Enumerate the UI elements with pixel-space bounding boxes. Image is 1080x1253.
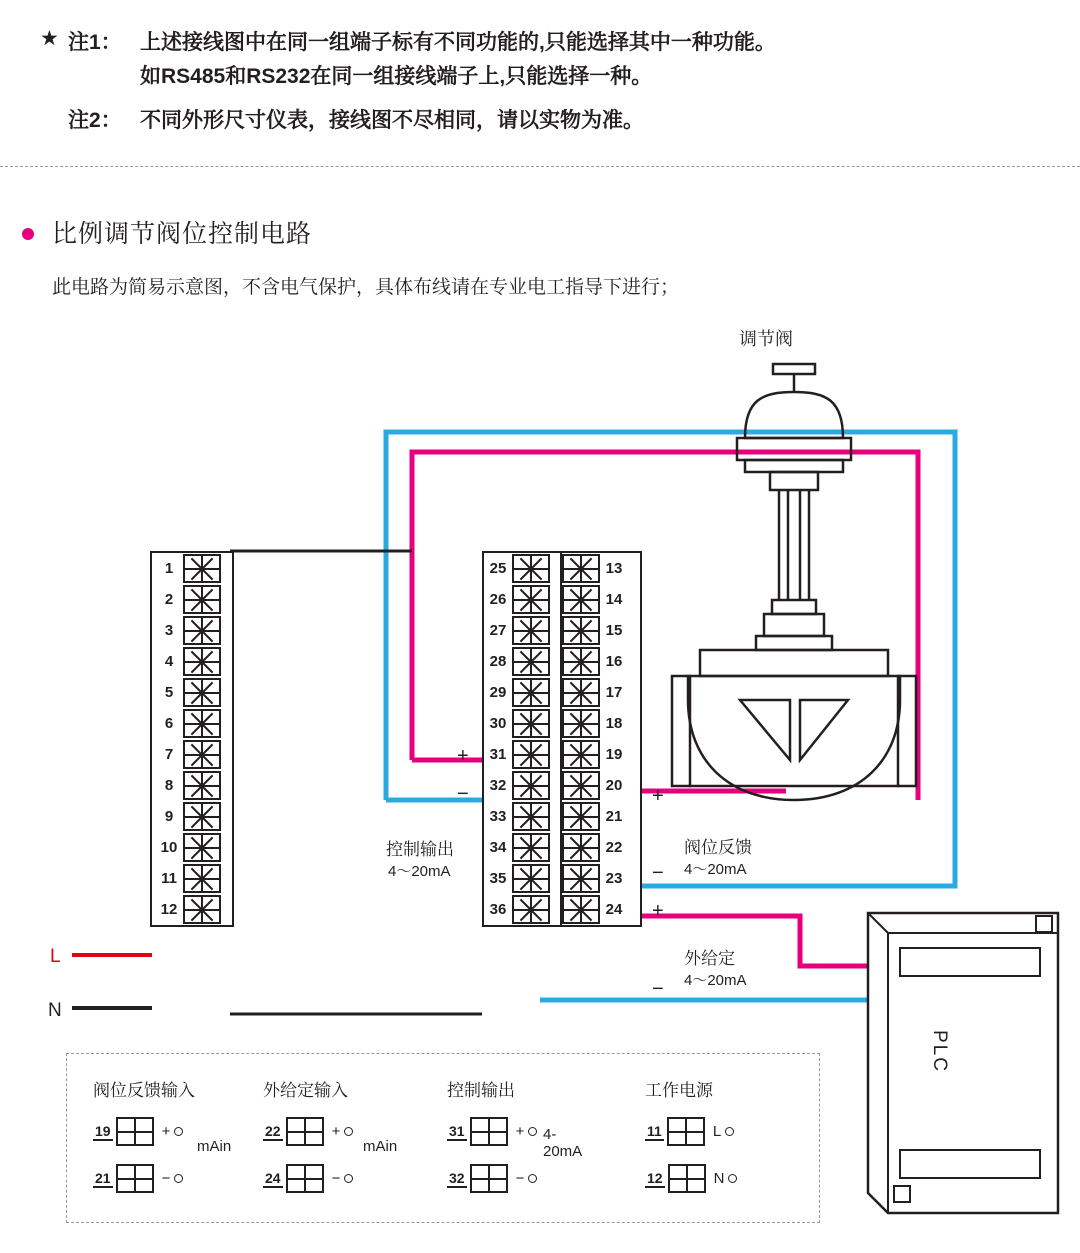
terminal-strip-right bbox=[560, 551, 642, 927]
terminal-number: 1 bbox=[164, 560, 174, 577]
legend-sign: − bbox=[331, 1170, 341, 1187]
terminal-dot-icon bbox=[344, 1174, 353, 1183]
terminal-screw-icon bbox=[512, 709, 550, 738]
terminal-screw-icon bbox=[562, 678, 600, 707]
terminal-screw-icon bbox=[562, 616, 600, 645]
terminal-number: 3 bbox=[164, 622, 174, 639]
terminal-row bbox=[562, 708, 640, 739]
terminal-screw-icon bbox=[562, 647, 600, 676]
terminal-dot-icon bbox=[528, 1127, 537, 1136]
terminal-screw-icon bbox=[116, 1117, 154, 1146]
legend-sign: + bbox=[161, 1123, 171, 1140]
terminal-row bbox=[562, 770, 640, 801]
terminal-screw-icon bbox=[183, 678, 221, 707]
terminal-number: 12 bbox=[160, 901, 178, 918]
terminal-screw-icon bbox=[512, 678, 550, 707]
sign-minus-terminal-24: − bbox=[652, 978, 664, 1000]
terminal-dot-icon bbox=[528, 1174, 537, 1183]
legend-unit: 4-20mA bbox=[543, 1126, 583, 1160]
terminal-row bbox=[152, 677, 232, 708]
terminal-screw-icon bbox=[116, 1164, 154, 1193]
terminal-screw-icon bbox=[183, 864, 221, 893]
terminal-number: 6 bbox=[164, 715, 174, 732]
legend-group-title: 工作电源 bbox=[645, 1081, 713, 1100]
terminal-screw-icon bbox=[183, 802, 221, 831]
legend-sign: N bbox=[713, 1170, 725, 1187]
terminal-screw-icon bbox=[286, 1117, 324, 1146]
legend-group-valve-feedback bbox=[93, 1076, 232, 1193]
terminal-strip-left bbox=[150, 551, 234, 927]
terminal-number: 36 bbox=[489, 901, 507, 918]
terminal-screw-icon bbox=[512, 585, 550, 614]
legend-group-external-setpoint bbox=[263, 1076, 398, 1193]
terminal-number: 24 bbox=[605, 901, 623, 918]
control-output-range: 4～20mA bbox=[388, 863, 451, 880]
terminal-number: 31 bbox=[489, 746, 507, 763]
terminal-screw-icon bbox=[183, 771, 221, 800]
legend-unit: mAin bbox=[363, 1138, 398, 1155]
note2-tag: 注2： bbox=[68, 109, 122, 132]
terminal-screw-icon bbox=[286, 1164, 324, 1193]
terminal-number: 5 bbox=[164, 684, 174, 701]
legend-terminal-number: 12 bbox=[647, 1169, 663, 1186]
page-title: 比例调节阀位控制电路 bbox=[52, 220, 313, 248]
sign-minus-terminal-21: − bbox=[652, 862, 664, 884]
terminal-number: 15 bbox=[605, 622, 623, 639]
terminal-row bbox=[562, 832, 640, 863]
terminal-number: 2 bbox=[164, 591, 174, 608]
terminal-row bbox=[562, 677, 640, 708]
terminal-number: 29 bbox=[489, 684, 507, 701]
power-line-N-label: N bbox=[48, 1000, 62, 1021]
terminal-row bbox=[484, 677, 562, 708]
legend-sign: + bbox=[515, 1123, 525, 1140]
terminal-dot-icon bbox=[174, 1174, 183, 1183]
terminal-screw-icon bbox=[470, 1117, 508, 1146]
terminal-screw-icon bbox=[512, 864, 550, 893]
terminal-number: 23 bbox=[605, 870, 623, 887]
external-setpoint-label: 外给定 bbox=[684, 949, 735, 968]
terminal-number: 17 bbox=[605, 684, 623, 701]
terminal-row bbox=[152, 770, 232, 801]
terminal-strip-mid bbox=[482, 551, 564, 927]
terminal-row bbox=[152, 615, 232, 646]
valve-graphic bbox=[672, 364, 916, 800]
legend-unit: mAin bbox=[197, 1138, 232, 1155]
control-output-label: 控制输出 bbox=[386, 840, 454, 859]
legend-sign: L bbox=[712, 1123, 722, 1140]
legend-terminal-number: 31 bbox=[449, 1122, 465, 1139]
terminal-number: 22 bbox=[605, 839, 623, 856]
terminal-row bbox=[484, 770, 562, 801]
terminal-number: 33 bbox=[489, 808, 507, 825]
terminal-row bbox=[152, 646, 232, 677]
legend-group-title: 阀位反馈输入 bbox=[93, 1081, 195, 1100]
legend-terminal-number: 21 bbox=[95, 1169, 111, 1186]
terminal-row bbox=[562, 863, 640, 894]
terminal-screw-icon bbox=[512, 895, 550, 924]
terminal-screw-icon bbox=[183, 616, 221, 645]
legend-sign: + bbox=[331, 1123, 341, 1140]
terminal-screw-icon bbox=[183, 709, 221, 738]
valve-feedback-range: 4～20mA bbox=[684, 861, 747, 878]
terminal-row bbox=[152, 863, 232, 894]
terminal-screw-icon bbox=[470, 1164, 508, 1193]
terminal-number: 19 bbox=[605, 746, 623, 763]
terminal-dot-icon bbox=[344, 1127, 353, 1136]
terminal-screw-icon bbox=[562, 740, 600, 769]
terminal-number: 4 bbox=[164, 653, 174, 670]
terminal-row bbox=[152, 801, 232, 832]
terminal-row bbox=[152, 739, 232, 770]
terminal-number: 35 bbox=[489, 870, 507, 887]
terminal-number: 25 bbox=[489, 560, 507, 577]
section-subtitle: 此电路为简易示意图，不含电气保护，具体布线请在专业电工指导下进行； bbox=[52, 277, 680, 298]
terminal-number: 21 bbox=[605, 808, 623, 825]
terminal-number: 26 bbox=[489, 591, 507, 608]
terminal-screw-icon bbox=[562, 895, 600, 924]
terminal-number: 28 bbox=[489, 653, 507, 670]
terminal-number: 27 bbox=[489, 622, 507, 639]
terminal-screw-icon bbox=[183, 647, 221, 676]
terminal-row bbox=[484, 708, 562, 739]
terminal-row bbox=[562, 584, 640, 615]
terminal-row bbox=[562, 646, 640, 677]
terminal-screw-icon bbox=[512, 802, 550, 831]
terminal-screw-icon bbox=[562, 554, 600, 583]
legend-box bbox=[66, 1053, 820, 1223]
legend-sign: − bbox=[161, 1170, 171, 1187]
terminal-row bbox=[484, 863, 562, 894]
terminal-number: 32 bbox=[489, 777, 507, 794]
terminal-screw-icon bbox=[668, 1164, 706, 1193]
plc-label: PLC bbox=[929, 1030, 950, 1073]
legend-terminal-number: 24 bbox=[265, 1169, 281, 1186]
terminal-screw-icon bbox=[562, 585, 600, 614]
note1-line1: 上述接线图中在同一组端子标有不同功能的,只能选择其中一种功能。 bbox=[140, 31, 776, 54]
star-icon: ★ bbox=[40, 27, 59, 50]
terminal-number: 14 bbox=[605, 591, 623, 608]
terminal-row bbox=[152, 832, 232, 863]
terminal-screw-icon bbox=[512, 833, 550, 862]
terminal-number: 34 bbox=[489, 839, 507, 856]
legend-terminal-number: 19 bbox=[95, 1122, 111, 1139]
legend-terminal-number: 22 bbox=[265, 1122, 281, 1139]
terminal-row bbox=[152, 584, 232, 615]
legend-group-title: 外给定输入 bbox=[263, 1081, 348, 1100]
terminal-row bbox=[484, 801, 562, 832]
external-setpoint-range: 4～20mA bbox=[684, 972, 747, 989]
legend-group-control-output bbox=[447, 1076, 583, 1193]
legend-sign: − bbox=[515, 1170, 525, 1187]
terminal-screw-icon bbox=[183, 833, 221, 862]
terminal-screw-icon bbox=[183, 895, 221, 924]
terminal-row bbox=[484, 894, 562, 925]
plc-graphic bbox=[868, 913, 1058, 1213]
terminal-number: 7 bbox=[164, 746, 174, 763]
terminal-row bbox=[484, 646, 562, 677]
terminal-row bbox=[562, 553, 640, 584]
sign-plus-terminal-22: + bbox=[652, 900, 664, 922]
terminal-screw-icon bbox=[667, 1117, 705, 1146]
terminal-screw-icon bbox=[512, 647, 550, 676]
terminal-screw-icon bbox=[562, 771, 600, 800]
terminal-row bbox=[484, 615, 562, 646]
terminal-screw-icon bbox=[183, 585, 221, 614]
legend-terminal-number: 11 bbox=[647, 1122, 662, 1139]
terminal-row bbox=[152, 894, 232, 925]
terminal-screw-icon bbox=[512, 554, 550, 583]
terminal-row bbox=[484, 832, 562, 863]
terminal-number: 16 bbox=[605, 653, 623, 670]
valve-label: 调节阀 bbox=[739, 329, 793, 349]
terminal-screw-icon bbox=[183, 740, 221, 769]
terminal-screw-icon bbox=[512, 771, 550, 800]
terminal-number: 30 bbox=[489, 715, 507, 732]
terminal-screw-icon bbox=[562, 709, 600, 738]
terminal-screw-icon bbox=[512, 740, 550, 769]
terminal-screw-icon bbox=[562, 833, 600, 862]
terminal-number: 11 bbox=[161, 870, 177, 887]
sign-plus-terminal-19: + bbox=[652, 785, 664, 807]
terminal-number: 10 bbox=[160, 839, 178, 856]
terminal-screw-icon bbox=[562, 864, 600, 893]
terminal-number: 13 bbox=[605, 560, 623, 577]
terminal-screw-icon bbox=[562, 802, 600, 831]
terminal-row bbox=[562, 615, 640, 646]
terminal-screw-icon bbox=[183, 554, 221, 583]
legend-group-power bbox=[645, 1076, 737, 1193]
terminal-row bbox=[484, 584, 562, 615]
terminal-dot-icon bbox=[728, 1174, 737, 1183]
note2-line1: 不同外形尺寸仪表，接线图不尽相同，请以实物为准。 bbox=[140, 109, 644, 132]
terminal-screw-icon bbox=[512, 616, 550, 645]
terminal-dot-icon bbox=[725, 1127, 734, 1136]
terminal-dot-icon bbox=[174, 1127, 183, 1136]
terminal-row bbox=[562, 801, 640, 832]
note1-line2: 如RS485和RS232在同一组接线端子上,只能选择一种。 bbox=[140, 65, 653, 88]
valve-feedback-label: 阀位反馈 bbox=[684, 838, 752, 857]
terminal-row bbox=[484, 553, 562, 584]
terminal-row bbox=[484, 739, 562, 770]
terminal-row bbox=[562, 894, 640, 925]
terminal-number: 18 bbox=[605, 715, 623, 732]
sign-plus-terminal-30: + bbox=[457, 745, 469, 767]
note1-tag: 注1： bbox=[68, 31, 122, 54]
legend-terminal-number: 32 bbox=[449, 1169, 465, 1186]
power-line-L-label: L bbox=[50, 946, 61, 967]
terminal-row bbox=[152, 553, 232, 584]
terminal-row bbox=[562, 739, 640, 770]
terminal-row bbox=[152, 708, 232, 739]
terminal-number: 8 bbox=[164, 777, 174, 794]
terminal-number: 20 bbox=[605, 777, 623, 794]
legend-group-title: 控制输出 bbox=[447, 1081, 515, 1100]
terminal-number: 9 bbox=[164, 808, 174, 825]
sign-minus-terminal-31: − bbox=[457, 783, 469, 805]
